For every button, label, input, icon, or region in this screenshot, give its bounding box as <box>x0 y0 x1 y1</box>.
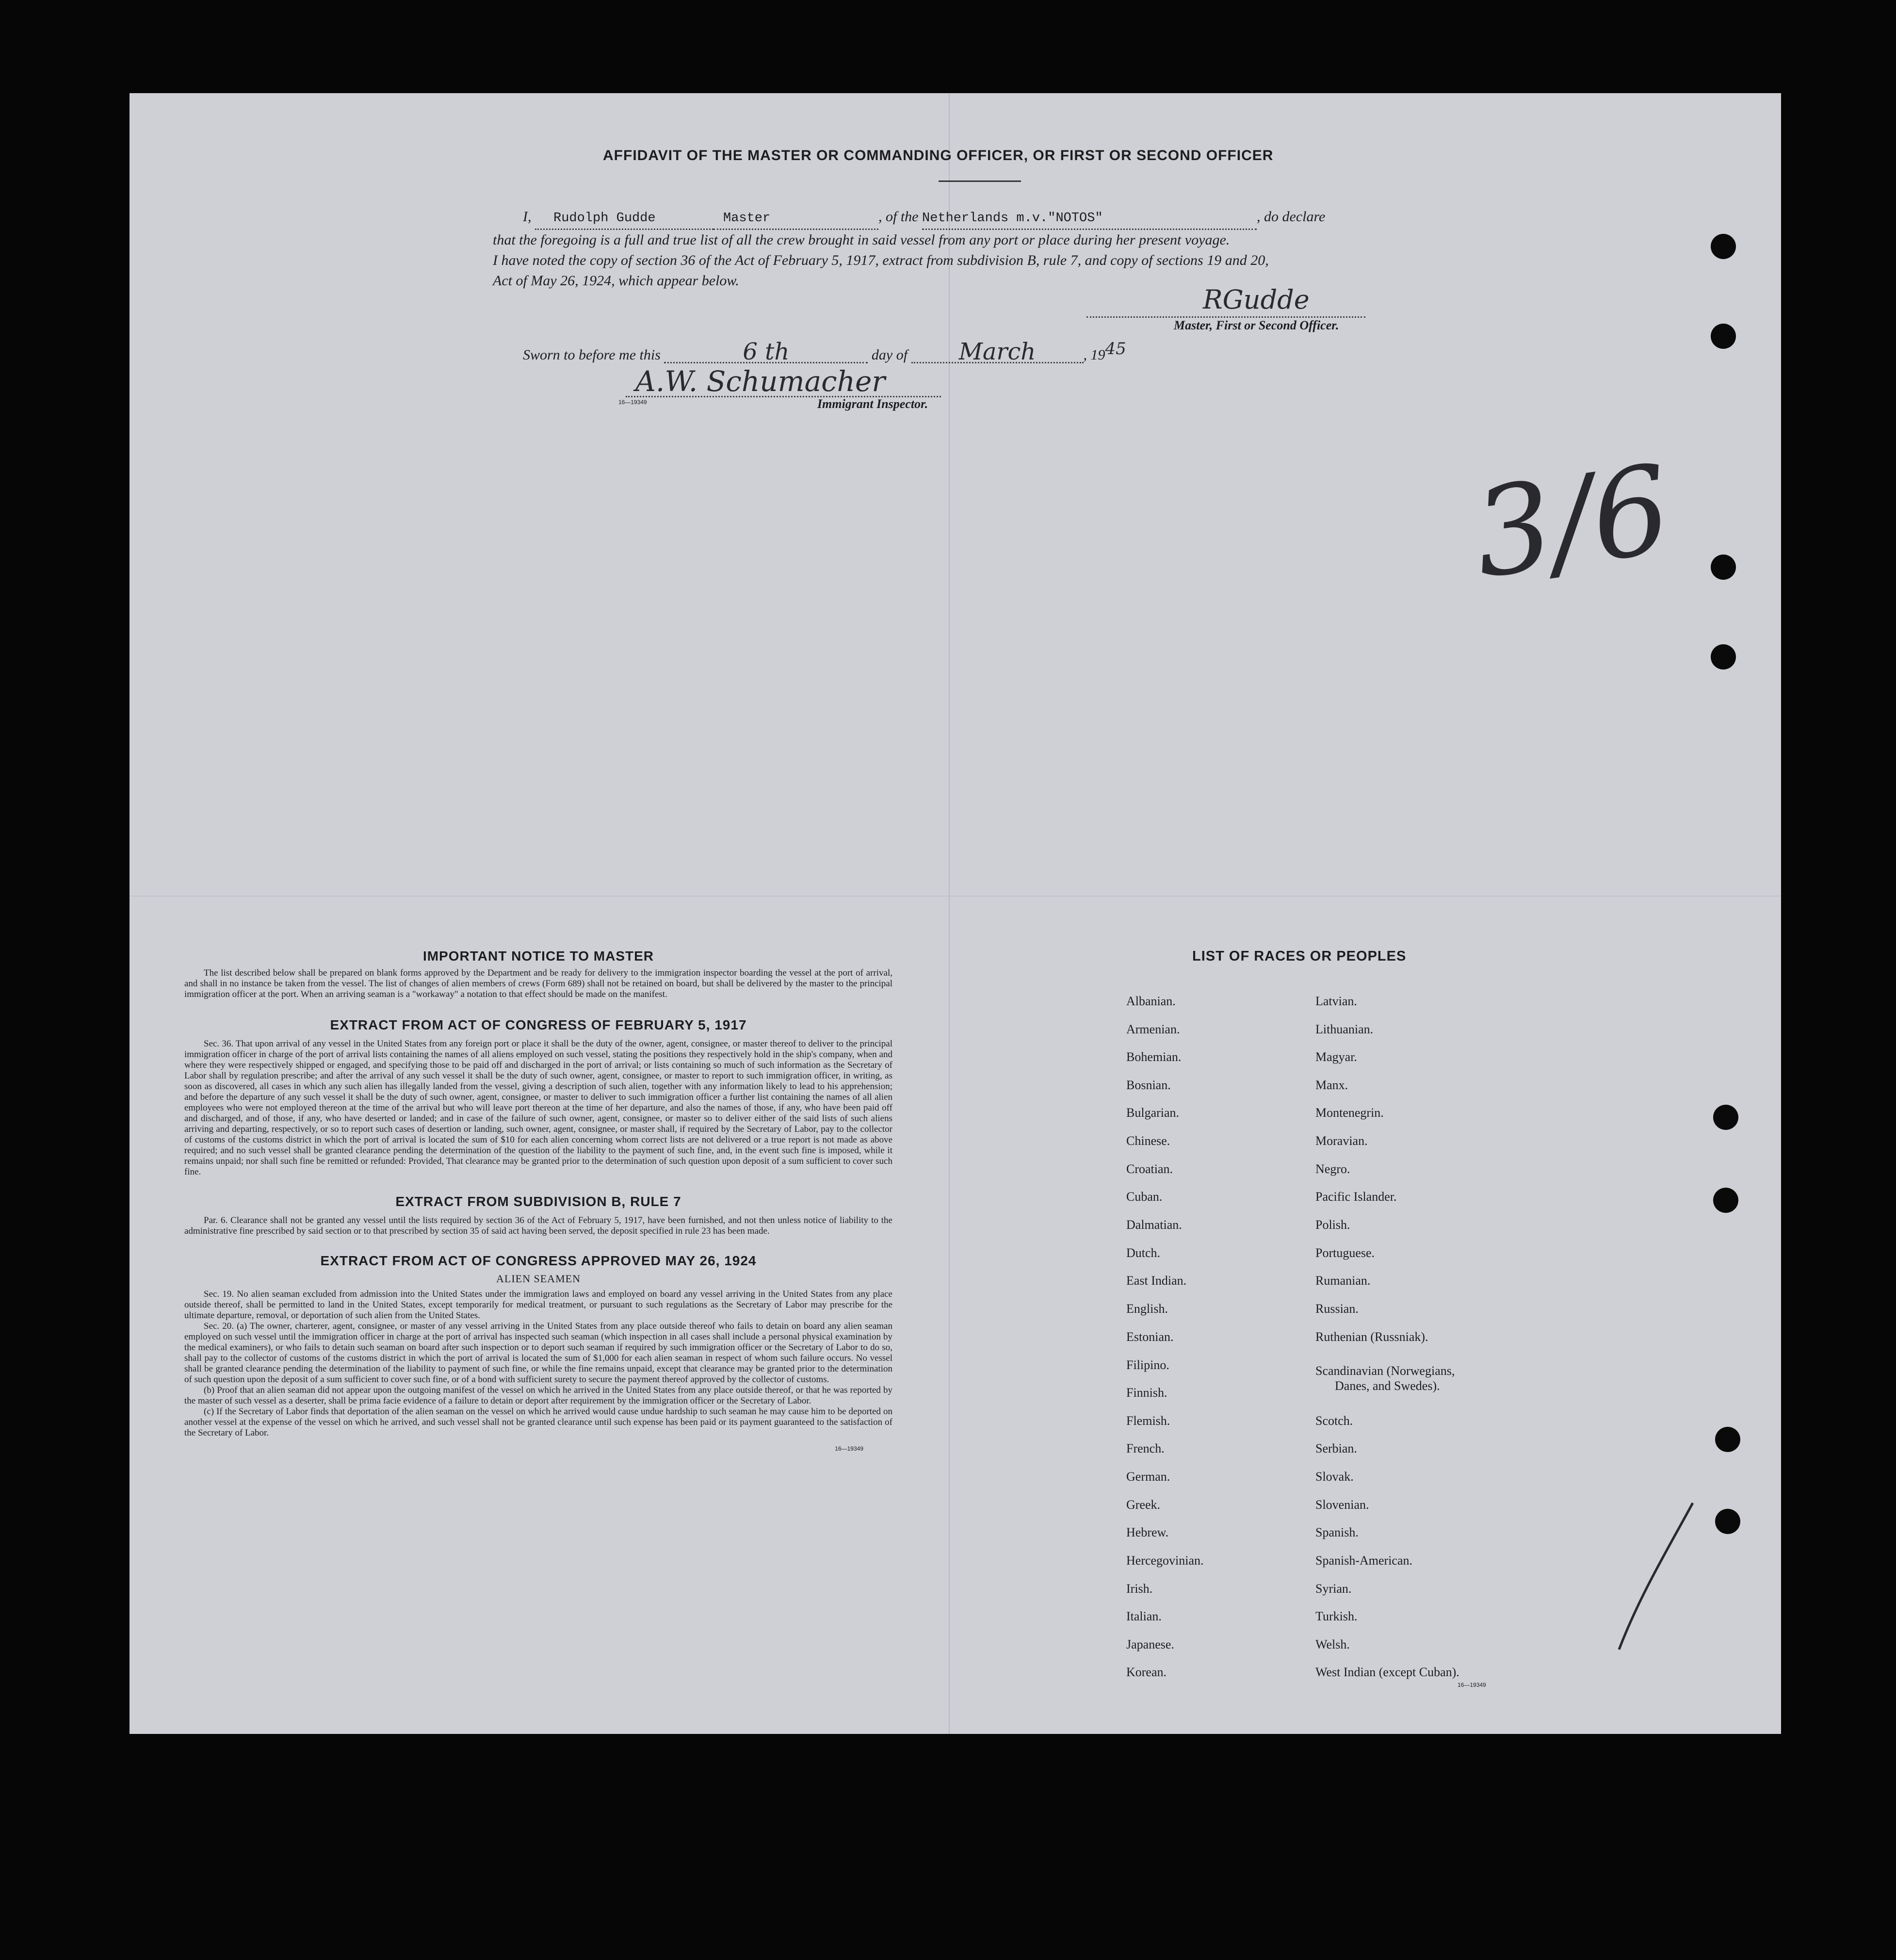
race-col1-8: Dalmatian. <box>1126 1218 1182 1232</box>
race-col1-6: Croatian. <box>1126 1162 1173 1176</box>
handwritten-check-stroke <box>1610 1499 1698 1654</box>
affidavit-form-number: 16—19349 <box>618 399 647 406</box>
race-col2-2: Magyar. <box>1315 1050 1357 1064</box>
race-col1-18: Greek. <box>1126 1498 1161 1512</box>
race-col1-0: Albanian. <box>1126 994 1176 1008</box>
extract-1924-title: EXTRACT FROM ACT OF CONGRESS APPROVED MAY 26, 1924 <box>320 1253 757 1268</box>
declaration-line-2: that the foregoing is a full and true list of all the crew brought in said vessel from any port or place during her present voyage. <box>493 232 1230 248</box>
race-col1-4: Bulgarian. <box>1126 1106 1180 1120</box>
race-col2-4: Montenegrin. <box>1315 1106 1384 1120</box>
race-col2-21: Syrian. <box>1315 1582 1352 1596</box>
fold-line-horizontal <box>130 896 1781 897</box>
left-column <box>184 948 892 1452</box>
race-col1-2: Bohemian. <box>1126 1050 1182 1064</box>
race-col2-20: Spanish-American. <box>1315 1553 1413 1568</box>
punch-hole-7 <box>1715 1427 1740 1452</box>
notice-title: IMPORTANT NOTICE TO MASTER <box>422 948 654 964</box>
race-col1-7: Cuban. <box>1126 1190 1163 1204</box>
race-col1-3: Bosnian. <box>1126 1078 1171 1092</box>
extract-1917-title: EXTRACT FROM ACT OF CONGRESS OF FEBRUARY 5, 1917 <box>330 1017 747 1032</box>
race-col2-19: Spanish. <box>1315 1525 1359 1539</box>
race-col1-24: Korean. <box>1126 1665 1167 1679</box>
race-col1-5: Chinese. <box>1126 1134 1170 1148</box>
sec19-text: Sec. 19. No alien seaman excluded from admission into the United States under the immigration laws and employed on board any vessel arriving in the United States from any place outside thereof, shall be permitted to land in the United States, except temporarily for medical treatment, or pursuant to such regulations as the Secretary of Labor may prescribe for the ultimate departure, removal, or deportation of such alien from the United States. <box>184 1289 892 1321</box>
sworn-month-field: March <box>911 342 1084 363</box>
punch-hole-3 <box>1711 555 1736 580</box>
punch-hole-1 <box>1711 234 1736 259</box>
extract-1924-form-number: 16—19349 <box>835 1445 863 1452</box>
race-col1-20: Hercegovinian. <box>1126 1553 1204 1568</box>
extract-1917-text: Sec. 36. That upon arrival of any vessel in the United States from any foreign port or place it shall be the duty of the owner, agent, consignee, or master thereof to deliver to the principal immigration officer in charge of the port of arrival lists containing the names of all aliens employed on such vessel, stating the positions they respectively hold in the ship's company, when and where they were respectively shipped or engaged, and specifying those to be paid off and discharged in the port of arrival; or lists containing so much of such information as the Secretary of Labor shall by regulation prescribe; and after the arrival of any such vessel it shall be the duty of such owner, agent, consignee, or master to report to such immigration officer, in writing, as soon as discovered, all cases in which any such alien has illegally landed from the vessel, giving a description of such alien, together with any information likely to lead to his apprehension; and before the departure of any such vessel it shall be the duty of such owner, agent, consignee, or master to deliver to such immigration officer a further list containing the names of all alien employees who were not employed thereon at the time of the arrival but who will leave port thereon at the time of her departure, and also the names of those, if any, who have been paid off and discharged, and of those, if any, who have deserted or landed; and in case of the failure of such owner, agent, consignee, or master so to deliver either of the said lists of such aliens arriving and departing, respectively, or so to report such cases of desertion or landing, such owner, agent, consignee, or master shall, if required by the Secretary of Labor, pay to the collector of customs of the customs district in which the port of arrival is located the sum of $10 for each alien concerning whom correct lists are not delivered or a true report is not made as above required; and no such vessel shall be granted clearance pending the determination of the question of the liability to the payment of such fine, and, in the event such fine is imposed, while it remains unpaid; nor shall such fine be remitted or refunded: Provided, That clearance may be granted prior to the determination of such question upon deposit of a sum sufficient to cover such fine. <box>184 1039 892 1177</box>
race-col2-9: Portuguese. <box>1315 1246 1375 1260</box>
handwritten-note: 3/6 <box>1465 438 1679 605</box>
title-underline <box>939 180 1021 182</box>
race-col2-23: Welsh. <box>1315 1637 1350 1651</box>
race-col2-11: Russian. <box>1315 1302 1359 1316</box>
race-col2-14: Danes, and Swedes). <box>1335 1379 1440 1393</box>
race-col2-18: Slovenian. <box>1315 1498 1369 1512</box>
race-col2-5: Moravian. <box>1315 1134 1368 1148</box>
race-col1-10: East Indian. <box>1126 1274 1187 1288</box>
punch-hole-5 <box>1713 1105 1738 1130</box>
notice-text: The list described below shall be prepared on blank forms approved by the Department and be ready for delivery to the immigration inspector boarding the vessel at the port of arrival, and shall in no instance be taken from the vessel. The list of changes of alien members of crews (Form 689) shall not be retained on board, but shall be delivered by the master to the principal immigration officer at the port. When an arriving seaman is a "workaway" a notation to that effect should be made on the manifest. <box>184 968 892 999</box>
inspector-signature: A.W. Schumacher <box>635 365 886 398</box>
punch-hole-2 <box>1711 324 1736 349</box>
vessel-field: Netherlands m.v."NOTOS" <box>922 208 1257 230</box>
race-col1-17: German. <box>1126 1470 1170 1484</box>
races-form-number: 16—19349 <box>1458 1682 1486 1688</box>
race-col2-15: Scotch. <box>1315 1414 1353 1428</box>
inspector-caption: Immigrant Inspector. <box>817 397 928 411</box>
master-signature: RGudde <box>1203 284 1310 315</box>
race-col1-13: Filipino. <box>1126 1358 1169 1372</box>
master-rank-field: Master <box>713 208 878 230</box>
race-col2-10: Rumanian. <box>1315 1274 1371 1288</box>
affidavit-declaration <box>493 207 1406 291</box>
punch-hole-8 <box>1715 1509 1740 1534</box>
sec20c-text: (c) If the Secretary of Labor finds that deportation of the alien seaman on the vessel on which he arrived would cause undue hardship to such seaman he may cause him to be deported on another vessel at the expense of the vessel on which he arrived, and such vessel shall not be granted clearance until such expense has been paid or its payment guaranteed to the satisfaction of the Secretary of Labor. <box>184 1406 892 1438</box>
punch-hole-4 <box>1711 644 1736 670</box>
race-col2-13: Scandinavian (Norwegians, <box>1315 1364 1455 1378</box>
race-col1-21: Irish. <box>1126 1582 1153 1596</box>
race-col2-7: Pacific Islander. <box>1315 1190 1397 1204</box>
race-col1-16: French. <box>1126 1441 1165 1455</box>
sec20b-text: (b) Proof that an alien seaman did not appear upon the outgoing manifest of the vessel on which he arrived in the United States from any place outside thereof, or that he was reported by the master of such vessel as a deserter, shall be prima facie evidence of a failure to detain or deport after requirement by the immigration officer or the Secretary of Labor. <box>184 1385 892 1406</box>
race-col2-1: Lithuanian. <box>1315 1022 1374 1036</box>
race-col2-22: Turkish. <box>1315 1609 1358 1623</box>
extract-1924-subtitle: ALIEN SEAMEN <box>496 1273 581 1285</box>
race-col1-9: Dutch. <box>1126 1246 1161 1260</box>
master-name-field: Rudolph Gudde <box>535 208 713 230</box>
race-col1-11: English. <box>1126 1302 1168 1316</box>
race-col1-22: Italian. <box>1126 1609 1162 1623</box>
race-col2-0: Latvian. <box>1315 994 1357 1008</box>
race-col2-12: Ruthenian (Russniak). <box>1315 1330 1428 1344</box>
punch-hole-6 <box>1713 1188 1738 1213</box>
master-signature-line <box>1086 315 1365 318</box>
race-col2-24: West Indian (except Cuban). <box>1315 1665 1459 1679</box>
race-col1-14: Finnish. <box>1126 1386 1167 1400</box>
race-col1-15: Flemish. <box>1126 1414 1170 1428</box>
affidavit-title: AFFIDAVIT OF THE MASTER OR COMMANDING OFFICER, OR FIRST OR SECOND OFFICER <box>603 147 1274 163</box>
sworn-day-field: 6 th <box>664 342 868 363</box>
sworn-line: Sworn to before me this 6 th day of March , 1945 <box>523 338 1126 365</box>
extract-rule7-text: Par. 6. Clearance shall not be granted any vessel until the lists required by section 36 of the Act of February 5, 1917, have been furnished, and not then unless notice of liability to the administrative fine prescribed by said section or to that prescribed by section 35 of said act having been served, the deposit specified in rule 23 has been made. <box>184 1215 892 1236</box>
race-col1-23: Japanese. <box>1126 1637 1174 1651</box>
race-col2-3: Manx. <box>1315 1078 1348 1092</box>
declaration-line-3: I have noted the copy of section 36 of the Act of February 5, 1917, extract from subdivision B, rule 7, and copy of sections 19 and 20, <box>493 252 1269 268</box>
race-col1-19: Hebrew. <box>1126 1525 1169 1539</box>
race-col1-12: Estonian. <box>1126 1330 1174 1344</box>
master-caption: Master, First or Second Officer. <box>1174 318 1339 332</box>
race-col2-8: Polish. <box>1315 1218 1350 1232</box>
race-col2-6: Negro. <box>1315 1162 1350 1176</box>
sworn-year-field: 45 <box>1105 339 1126 359</box>
declaration-line-4: Act of May 26, 1924, which appear below. <box>493 273 739 289</box>
sec20a-text: Sec. 20. (a) The owner, charterer, agent, consignee, or master of any vessel arriving in the United States from any place outside thereof who fails to detain on board any alien seaman employed on such vessel until the immigration officer in charge at the port of arrival has inspected such seaman (which inspection in all cases shall include a personal physical examination by the medical examiners), or who fails to detain such seaman on board after such inspection or to deport such seaman if required by such immigration officer or the Secretary of Labor to do so, shall pay to the collector of customs of the customs district in which the port of arrival is located the sum of $1,000 for each alien seaman in respect of whom such failure occurs. No vessel shall be granted clearance pending the determination of the liability to payment of such fine, or while the fine remains unpaid, except that clearance may be granted prior to the determination of such question upon the deposit of a sum sufficient to cover such fine, or of a bond with sufficient surety to secure the payment thereof approved by the collector of customs. <box>184 1321 892 1385</box>
race-col1-1: Armenian. <box>1126 1022 1180 1036</box>
extract-rule7-title: EXTRACT FROM SUBDIVISION B, RULE 7 <box>395 1194 681 1209</box>
race-col2-16: Serbian. <box>1315 1441 1357 1455</box>
declaration-line-1: I, Rudolph Gudde Master , of the Netherlands m.v."NOTOS" , do declare <box>523 207 1406 230</box>
race-col2-17: Slovak. <box>1315 1470 1354 1484</box>
races-title: LIST OF RACES OR PEOPLES <box>1192 948 1407 964</box>
